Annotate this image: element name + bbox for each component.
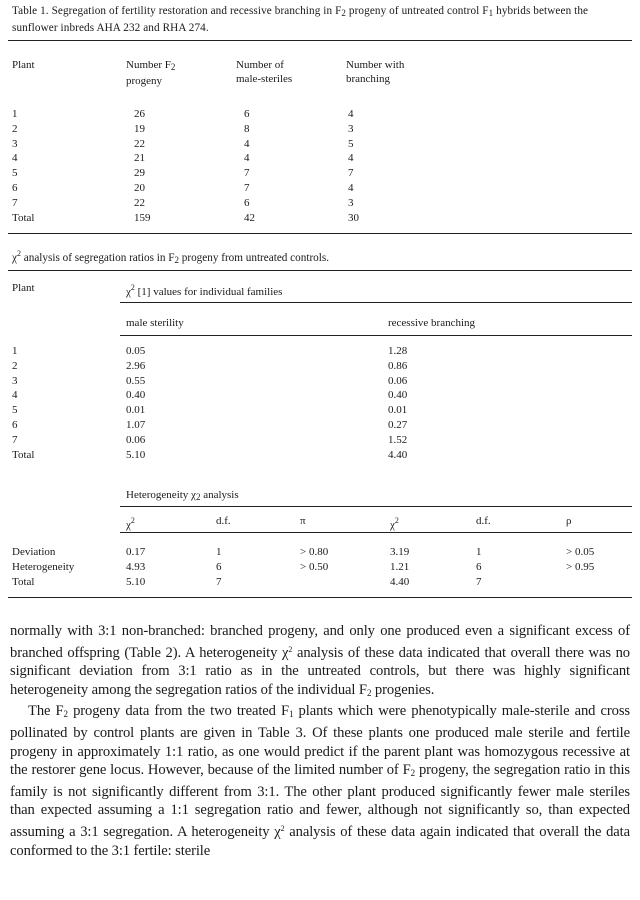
table-cell: 42 [244, 211, 255, 224]
table-cell: 1.28 [388, 345, 408, 357]
het-rb-p-column [566, 545, 594, 589]
table-cell: 2.96 [126, 359, 146, 372]
table-cell: 0.01 [126, 404, 146, 417]
table-cell: 0.40 [126, 389, 146, 402]
het-row-labels [12, 545, 74, 589]
table-cell: 4 [12, 389, 18, 402]
table-cell: 0.01 [388, 404, 408, 417]
table-cell: 4 [244, 137, 250, 150]
recessive-branching-header: recessive branching [388, 317, 476, 329]
table-1-bottom-rule [8, 233, 632, 234]
table-1-progeny-header: Number $F_2$ progeny [126, 59, 176, 87]
male-sterility-column [126, 344, 145, 462]
chi-table-values-header: $\chi^2$ [1] values for individual families [126, 283, 283, 298]
table-cell: 1.21 [390, 560, 410, 573]
chi-table-top-rule [8, 270, 632, 271]
table-1-plant-column [12, 107, 34, 225]
table-cell: 6 [12, 418, 18, 431]
table-cell: 26 [134, 108, 145, 120]
table-cell: 4 [348, 108, 354, 120]
chi-table-plant-header: Plant [12, 282, 35, 294]
table-cell: 0.17 [126, 546, 146, 558]
het-col-df: d.f. [216, 515, 231, 527]
table-cell: 7 [12, 196, 18, 209]
table-cell: 0.40 [388, 389, 408, 402]
table-1-top-rule [8, 40, 632, 41]
table-1-branching-header: Number with branching [346, 59, 405, 85]
table-cell: 0.55 [126, 374, 146, 387]
recessive-branching-column [388, 344, 407, 462]
table-cell: 3 [348, 122, 354, 135]
het-ms-df-column [216, 545, 222, 589]
table-cell: 4 [12, 152, 18, 165]
het-ms-chi-column [126, 545, 145, 589]
table-1-caption: Table 1. Segregation of fertility restoration and recessive branching in $F_2$ progeny of untreated control $F_1$ hybrids between the sunflower inbreds AHA 232 and RHA 274. [12, 5, 589, 34]
table-cell: 0.86 [388, 359, 408, 372]
table-cell: Heterogeneity [12, 560, 75, 573]
table-cell: 7 [348, 167, 354, 180]
table-cell: 1 [12, 108, 18, 120]
het-col-chi-2: $\chi^2$ [390, 516, 399, 531]
table-cell: 21 [134, 152, 145, 165]
table-cell: 0.06 [388, 374, 408, 387]
table-cell: 7 [244, 167, 250, 180]
body-text [10, 622, 630, 860]
table-cell: 22 [134, 137, 145, 150]
table-1-steriles-column [244, 107, 255, 225]
heterogeneity-title: Heterogeneity $\chi_2$ analysis [126, 489, 239, 502]
het-col-pi: π [300, 515, 306, 527]
table-cell: 6 [244, 108, 250, 120]
table-cell: 4.93 [126, 560, 146, 573]
table-cell: > 0.50 [300, 560, 329, 573]
table-cell: 19 [134, 122, 145, 135]
table-cell: 3 [12, 374, 18, 387]
table-1-progeny-column [134, 107, 151, 225]
table-cell: 7 [12, 433, 18, 446]
table-cell: 1 [216, 546, 222, 558]
table-cell: 4 [244, 152, 250, 165]
table-cell: 0.27 [388, 418, 408, 431]
table-cell: 6 [216, 560, 222, 573]
table-cell: 30 [348, 211, 359, 224]
het-rb-df-column [476, 545, 482, 589]
het-ms-p-column [300, 545, 328, 589]
table-cell: 0.05 [126, 345, 146, 357]
table-cell: Total [12, 211, 35, 224]
table-cell: 5 [12, 404, 18, 417]
table-cell: Total [12, 575, 35, 588]
table-cell: 7 [244, 181, 250, 194]
chi-table-subheader-rule [120, 302, 632, 303]
table-cell: 0.06 [126, 433, 146, 446]
table-cell: Total [12, 448, 35, 461]
chi-table-title: $\chi^2$ analysis of segregation ratios in $F_2$ progeny from untreated controls. [12, 249, 330, 265]
het-rb-chi-column [390, 545, 409, 589]
paragraph: normally with 3:1 non-branched: branched progeny, and only one produced even a significant excess of branched offspring (Table 2). A heterogeneity $\chi^2$ analysis of these data indicated that overall there was no significant deviation from 3:1 ratio as in the untreated controls, but there was highly significant heterogeneity among the segregation ratios of the individual $F_2$ progenies. [10, 623, 630, 698]
chi-table-bottom-rule [8, 597, 632, 598]
table-cell: 3 [348, 196, 354, 209]
het-col-chi: $\chi^2$ [126, 516, 135, 531]
table-cell: 7 [216, 575, 222, 588]
table-cell: 5.10 [126, 575, 146, 588]
table-cell: 1 [476, 546, 482, 558]
table-1-steriles-header: Number of male-steriles [236, 59, 293, 85]
heterogeneity-rule [120, 506, 632, 507]
table-cell: 5 [348, 137, 354, 150]
paragraph: The $F_2$ progeny data from the two treated $F_1$ plants which were phenotypically male-sterile and cross pollinated by control plants are given in Table 3. Of these plants one produced male sterile and fertile progeny in approximately 1:1 ratio, as one would predict if the parent plant was homozygous recessive at the restorer gene locus. However, because of the limited number of $F_2$ progeny, the segregation ratio in this family is not significantly different from 3:1. The other plant produced significantly fewer male steriles than expected assuming a 1:1 segregation ratio and fewer, although not significantly so, than expected assuming a 3:1 segregation. A heterogeneity $\chi^2$ analysis of these data again indicated that overall the data conformed to the 3:1 fertile: sterile [10, 703, 631, 859]
table-cell: 4.40 [388, 448, 408, 461]
table-cell: Deviation [12, 546, 56, 558]
chi-table-plant-column [12, 344, 34, 462]
table-cell: 6 [12, 181, 18, 194]
table-cell: 2 [12, 359, 18, 372]
table-cell: > 0.95 [566, 560, 595, 573]
table-cell: 6 [244, 196, 250, 209]
table-cell: > 0.05 [566, 546, 595, 558]
table-cell [300, 575, 328, 590]
table-1-plant-header: Plant [12, 59, 35, 71]
table-cell: 1 [12, 345, 18, 357]
table-cell: 1.07 [126, 418, 146, 431]
table-cell: 1.52 [388, 433, 408, 446]
table-cell: 4 [348, 152, 354, 165]
table-cell: > 0.80 [300, 546, 329, 558]
table-cell: 8 [244, 122, 250, 135]
table-cell: 2 [12, 122, 18, 135]
table-cell: 20 [134, 181, 145, 194]
table-cell: 3 [12, 137, 18, 150]
het-col-df-2: d.f. [476, 515, 491, 527]
table-cell: 5 [12, 167, 18, 180]
table-cell: 22 [134, 196, 145, 209]
table-cell [566, 575, 594, 590]
heterogeneity-columns-rule [120, 532, 632, 533]
table-1-branching-column [348, 107, 359, 225]
table-cell: 4.40 [390, 575, 410, 588]
table-cell: 4 [348, 181, 354, 194]
male-sterility-header: male sterility [126, 317, 184, 329]
table-cell: 6 [476, 560, 482, 573]
table-cell: 29 [134, 167, 145, 180]
table-cell: 159 [134, 211, 151, 224]
table-cell: 7 [476, 575, 482, 588]
chi-table-column-rule [120, 335, 632, 336]
het-col-p: ρ [566, 515, 572, 527]
table-cell: 5.10 [126, 448, 146, 461]
table-cell: 3.19 [390, 546, 410, 558]
